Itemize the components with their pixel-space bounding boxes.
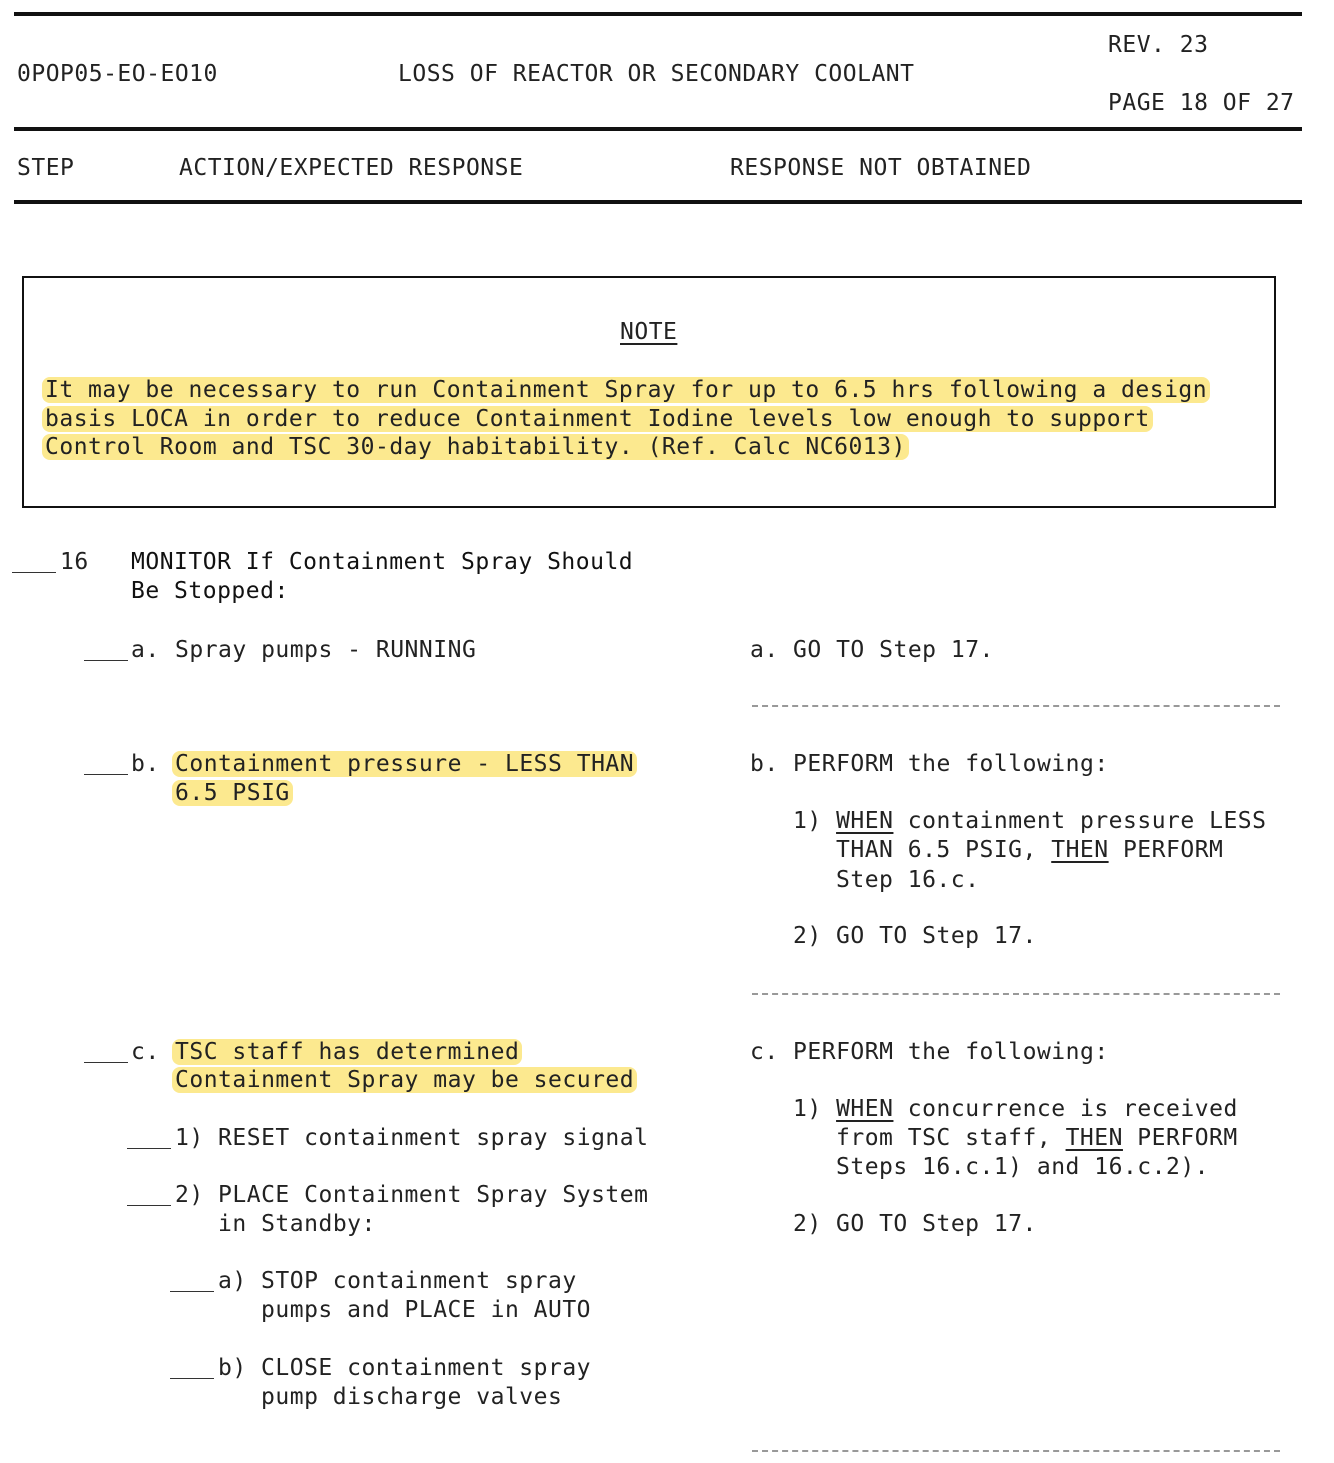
- step-16-number: 16: [60, 549, 89, 575]
- step-16-title-2: Be Stopped:: [131, 578, 289, 604]
- step-16a-label: a.: [131, 637, 160, 663]
- note-heading: NOTE: [620, 319, 678, 345]
- column-action: ACTION/EXPECTED RESPONSE: [179, 155, 524, 181]
- step-16c-text-1: TSC staff has determined: [175, 1038, 522, 1067]
- rev-label: REV. 23: [1108, 32, 1209, 58]
- step-16a-text: Spray pumps - RUNNING: [175, 637, 477, 663]
- doc-title: LOSS OF REACTOR OR SECONDARY COOLANT: [398, 61, 915, 87]
- top-rule: [14, 12, 1302, 16]
- step-16b-text-2: 6.5 PSIG: [175, 779, 293, 808]
- step-16-title-1: MONITOR If Containment Spray Should: [131, 549, 634, 575]
- column-step: STEP: [17, 155, 75, 181]
- step-16c2a-text-1: a) STOP containment spray: [218, 1268, 577, 1294]
- step-16b-text-1: Containment pressure - LESS THAN: [175, 750, 637, 779]
- step-16c-rno-2: 2) GO TO Step 17.: [793, 1211, 1037, 1237]
- step-16b-label: b.: [131, 751, 160, 777]
- note-line-1: It may be necessary to run Containment Spray for up to 6.5 hrs following a design: [45, 376, 1210, 405]
- divider-c: [752, 1450, 1280, 1452]
- column-rule: [14, 200, 1302, 204]
- note-line-2: basis LOCA in order to reduce Containment Iodine levels low enough to support: [45, 405, 1153, 434]
- step-16c2a-checkoff-blank[interactable]: [170, 1267, 214, 1292]
- step-16b-rno-1-line-2: THAN 6.5 PSIG, THEN PERFORM: [836, 837, 1224, 863]
- step-16c2b-text-2: pump discharge valves: [218, 1384, 563, 1410]
- divider-b: [752, 993, 1280, 995]
- column-rno: RESPONSE NOT OBTAINED: [730, 155, 1032, 181]
- step-16a-rno: a. GO TO Step 17.: [750, 637, 994, 663]
- step-16b-checkoff-blank[interactable]: [84, 750, 128, 775]
- step-16a-checkoff-blank[interactable]: [84, 636, 128, 661]
- step-16c2-checkoff-blank[interactable]: [127, 1181, 171, 1206]
- step-16c-label: c.: [131, 1039, 160, 1065]
- step-16c2b-text-1: b) CLOSE containment spray: [218, 1355, 592, 1381]
- step-16b-rno-1-line-1: 1) WHEN containment pressure LESS: [793, 808, 1267, 834]
- doc-id: 0POP05-EO-EO10: [17, 61, 218, 87]
- step-16c-rno-1-line-3: Steps 16.c.1) and 16.c.2).: [836, 1154, 1210, 1180]
- header-rule: [14, 127, 1302, 131]
- step-16c-rno-head: c. PERFORM the following:: [750, 1039, 1109, 1065]
- page-number: PAGE 18 OF 27: [1108, 90, 1295, 116]
- note-line-3: Control Room and TSC 30-day habitability. (Ref. Calc NC6013): [45, 433, 909, 462]
- step-16c-rno-1-line-2: from TSC staff, THEN PERFORM: [836, 1125, 1238, 1151]
- divider-a: [752, 705, 1280, 707]
- step-16c2-text-1: 2) PLACE Containment Spray System: [175, 1182, 649, 1208]
- step-16b-rno-2: 2) GO TO Step 17.: [793, 923, 1037, 949]
- step-16c-rno-1-line-1: 1) WHEN concurrence is received: [793, 1096, 1238, 1122]
- step-16c1-text: 1) RESET containment spray signal: [175, 1125, 649, 1151]
- step-16b-rno-1-line-3: Step 16.c.: [836, 867, 980, 893]
- step-16b-rno-head: b. PERFORM the following:: [750, 751, 1109, 777]
- step-16c2a-text-2: pumps and PLACE in AUTO: [218, 1297, 592, 1323]
- step-16c2b-checkoff-blank[interactable]: [170, 1354, 214, 1379]
- step-16c-checkoff-blank[interactable]: [84, 1038, 128, 1063]
- step-16c-text-2: Containment Spray may be secured: [175, 1066, 637, 1095]
- step-16c2-text-2: in Standby:: [175, 1211, 376, 1237]
- step-16-checkoff-blank[interactable]: [12, 548, 56, 573]
- step-16c1-checkoff-blank[interactable]: [127, 1124, 171, 1149]
